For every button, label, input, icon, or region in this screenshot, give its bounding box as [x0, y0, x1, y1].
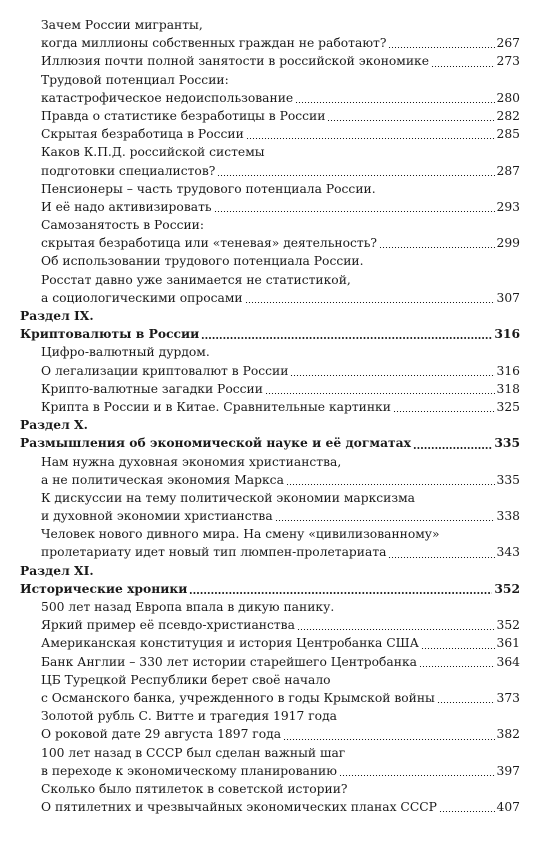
toc-entry[interactable] [20, 689, 520, 707]
toc-entry[interactable] [20, 616, 520, 634]
toc-page-number: 316 [496, 363, 520, 378]
toc-entry-title: катастрофическое недоиспользование [41, 90, 294, 105]
toc-page-number: 335 [496, 472, 520, 487]
toc-entry[interactable] [20, 234, 520, 252]
toc-entry [20, 252, 520, 270]
dot-leader [275, 520, 495, 521]
dot-leader [339, 775, 495, 776]
dot-leader [245, 302, 495, 303]
toc-page-number: 361 [496, 636, 520, 651]
toc-entry [20, 671, 520, 689]
toc-page-number: 285 [496, 127, 520, 142]
toc-entry-title: Иллюзия почти полной занятости в российской экономике [41, 54, 430, 69]
toc-entry-title: К дискуссии на тему политической экономии марксизма [41, 490, 415, 505]
toc-entry[interactable] [20, 543, 520, 561]
toc-entry [20, 143, 520, 161]
toc-entry-title: Яркий пример её псевдо-христианства [41, 618, 295, 633]
toc-page-number: 267 [496, 36, 520, 51]
toc-page-number: 382 [496, 727, 520, 742]
toc-entry [20, 271, 520, 289]
toc-entry[interactable] [20, 380, 520, 398]
dot-leader [393, 411, 495, 412]
dot-leader [388, 557, 494, 558]
dot-leader [419, 666, 495, 667]
toc-entry [20, 525, 520, 543]
toc-entry-title: Крипто-валютные загадки России [41, 381, 263, 396]
toc-entry-title: Скрытая безработица в России [41, 127, 244, 142]
toc-entry-title: Сколько было пятилеток в советской истории? [41, 781, 348, 796]
toc-entry-title: подготовки специалистов? [41, 163, 216, 178]
toc-entry-title: Исторические хроники [20, 580, 188, 596]
toc-page-number: 273 [496, 54, 520, 69]
toc-entry-title: Каков К.П.Д. российской системы [41, 145, 265, 160]
toc-section-heading[interactable] [20, 325, 520, 343]
dot-leader [246, 138, 495, 139]
dot-leader [297, 629, 495, 630]
toc-entry-title: а не политическая экономия Маркса [41, 472, 284, 487]
toc-entry [20, 180, 520, 198]
toc-page-number: 352 [496, 618, 520, 633]
toc-page-number: 316 [494, 326, 520, 342]
toc-entry-title: О пятилетних и чрезвычайных экономических планах СССР [41, 800, 437, 815]
toc-entry-title: Раздел IX. [20, 308, 94, 323]
toc-entry[interactable] [20, 89, 520, 107]
toc-entry-title: Американская конституция и история Центробанка США [41, 636, 419, 651]
dot-leader [286, 484, 495, 485]
toc-entry[interactable] [20, 798, 520, 816]
dot-leader [437, 702, 495, 703]
toc-entry [20, 744, 520, 762]
toc-entry[interactable] [20, 162, 520, 180]
dot-leader [295, 102, 494, 103]
toc-entry[interactable] [20, 107, 520, 125]
toc-page-number: 318 [496, 381, 520, 396]
toc-entry-title: И её надо активизировать [41, 199, 212, 214]
toc-entry[interactable] [20, 725, 520, 743]
dot-leader [388, 47, 494, 48]
toc-page-number: 299 [496, 236, 520, 251]
toc-entry[interactable] [20, 507, 520, 525]
dot-leader [439, 811, 495, 812]
toc-entry-title: в переходе к экономическому планированию [41, 763, 337, 778]
toc-section-heading [20, 416, 520, 434]
toc-entry[interactable] [20, 398, 520, 416]
toc-page-number: 307 [496, 290, 520, 305]
toc-page-number: 325 [496, 399, 520, 414]
toc-entry-title: 500 лет назад Европа впала в дикую панику. [41, 600, 335, 614]
toc-page-number: 293 [496, 199, 520, 214]
dot-leader [189, 592, 492, 594]
toc-entry [20, 489, 520, 507]
dot-leader [214, 211, 495, 212]
toc-entry-title: и духовной экономии христианства [41, 509, 273, 524]
toc-entry-title: а социологическими опросами [41, 290, 243, 305]
toc-entry[interactable] [20, 471, 520, 489]
toc-entry [20, 707, 520, 725]
toc-entry [20, 71, 520, 89]
toc-page-number: 343 [496, 545, 520, 560]
toc-entry-title: О легализации криптовалют в России [41, 363, 289, 378]
toc-section-heading[interactable] [20, 434, 520, 452]
toc-entry-title: Раздел X. [20, 417, 88, 433]
toc-entry-title: ЦБ Турецкой Республики берет своё начало [41, 672, 331, 687]
toc-entry [20, 16, 520, 34]
dot-leader [413, 447, 492, 449]
dot-leader [217, 175, 494, 176]
dot-leader [379, 247, 495, 248]
toc-entry-title: скрытая безработица или «теневая» деятельность? [41, 236, 377, 251]
toc-entry[interactable] [20, 362, 520, 380]
toc-entry[interactable] [20, 289, 520, 307]
toc-page-number: 364 [496, 654, 520, 669]
toc-section-heading [20, 307, 520, 325]
toc-entry [20, 598, 520, 616]
toc-entry-title: Банк Англии – 330 лет истории старейшего Центробанка [41, 654, 417, 669]
toc-entry [20, 216, 520, 234]
toc-section-heading[interactable] [20, 580, 520, 598]
toc-page-number: 287 [496, 163, 520, 178]
table-of-contents [20, 16, 520, 816]
toc-entry-title: Правда о статистике безработицы в России [41, 108, 326, 123]
toc-entry[interactable] [20, 762, 520, 780]
toc-entry[interactable] [20, 634, 520, 652]
toc-entry-title: Трудовой потенциал России: [41, 72, 229, 87]
dot-leader [421, 648, 495, 649]
toc-entry-title: Росстат давно уже занимается не статистикой, [41, 272, 351, 287]
toc-entry[interactable] [20, 34, 520, 52]
toc-entry[interactable] [20, 653, 520, 671]
dot-leader [265, 393, 495, 394]
toc-page-number: 280 [496, 90, 520, 105]
toc-entry-title: Крипта в России и в Китае. Сравнительные картинки [41, 399, 391, 414]
toc-entry-title: Нам нужна духовная экономия христианства, [41, 454, 342, 469]
dot-leader [283, 739, 494, 740]
toc-page-number: 397 [496, 763, 520, 778]
toc-entry [20, 343, 520, 361]
dot-leader [290, 375, 494, 376]
toc-entry [20, 453, 520, 471]
toc-page-number: 352 [494, 580, 520, 596]
toc-entry[interactable] [20, 125, 520, 143]
toc-page-number: 338 [496, 509, 520, 524]
toc-page-number: 407 [496, 800, 520, 815]
toc-entry-title: Размышления об экономической науке и её догматах [20, 435, 411, 451]
toc-page-number: 335 [494, 435, 520, 451]
toc-entry-title: 100 лет назад в СССР был сделан важный шаг [41, 745, 346, 760]
dot-leader [201, 337, 492, 339]
toc-entry-title: когда миллионы собственных граждан не работают? [41, 36, 387, 51]
toc-section-heading [20, 562, 520, 580]
dot-leader [431, 66, 494, 67]
toc-entry-title: Золотой рубль С. Витте и трагедия 1917 года [41, 709, 337, 724]
toc-entry-title: Самозанятость в России: [41, 218, 205, 233]
toc-entry-title: Пенсионеры – часть трудового потенциала России. [41, 181, 376, 196]
toc-entry-title: пролетариату идет новый тип люмпен-пролетариата [41, 545, 387, 560]
toc-entry-title: Раздел XI. [20, 562, 94, 578]
toc-entry-title: О роковой дате 29 августа 1897 года [41, 727, 282, 742]
toc-entry-title: Об использовании трудового потенциала России. [41, 254, 364, 269]
toc-entry-title: с Османского банка, учрежденного в годы Крымской войны [41, 690, 435, 705]
toc-page-number: 373 [496, 690, 520, 705]
toc-entry[interactable] [20, 52, 520, 70]
toc-page-number: 282 [496, 108, 520, 123]
toc-entry-title: Криптовалюты в России [20, 326, 200, 342]
toc-entry [20, 780, 520, 798]
toc-entry[interactable] [20, 198, 520, 216]
dot-leader [327, 120, 494, 121]
toc-entry-title: Зачем России мигранты, [41, 18, 203, 32]
toc-entry-title: Цифро-валютный дурдом. [41, 345, 210, 360]
toc-entry-title: Человек нового дивного мира. На смену «цивилизованному» [41, 527, 440, 542]
